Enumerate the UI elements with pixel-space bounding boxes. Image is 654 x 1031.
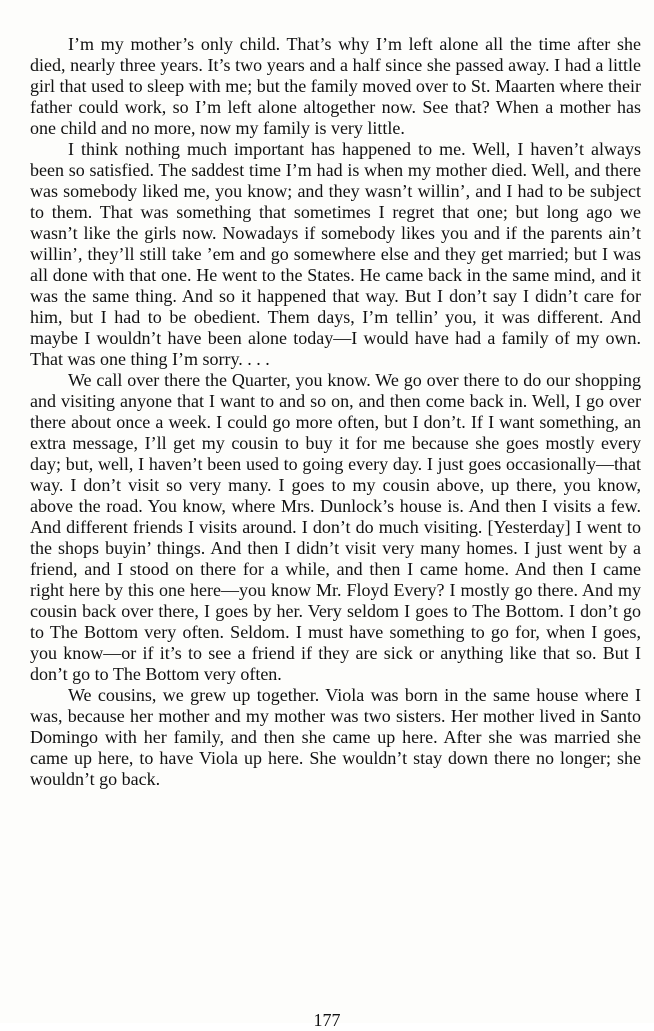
paragraph: I think nothing much important has happened to me. Well, I haven’t always been so satisfied. The saddest time I’m had is when my mother died. Well, and there was somebody liked me, you know; and they wasn’t willin’, and I had to be subject to them. That was something that sometimes I regret that one; but long ago we wasn’t like the girls now. Nowadays if somebody likes you and if the parents ain’t willin’, they’ll still take ’em and go somewhere else and they get married; but I was all done with that one. He went to the States. He came back in the same mind, and it was the same thing. And so it happened that way. But I don’t say I didn’t care for him, but I had to be obedient. Them days, I’m tellin’ you, it was different. And maybe I wouldn’t have been alone today—I would have had a family of my own. That was one thing I’m sorry. . . . [30,139,641,369]
paragraph: I’m my mother’s only child. That’s why I’m left alone all the time after she died, nearly three years. It’s two years and a half since she passed away. I had a little girl that used to sleep with me; but the family moved over to St. Maarten where their father could work, so I’m left alone altogether now. See that? When a mother has one child and no more, now my family is very little. [30,34,641,138]
paragraph: We call over there the Quarter, you know. We go over there to do our shopping and visiting anyone that I want to and so on, and then come back in. Well, I go over there about once a week. I could go more often, but I don’t. If I want something, an extra message, I’ll get my cousin to buy it for me because she goes mostly every day; but, well, I haven’t been used to going every day. I just goes occasionally—that way. I don’t visit so very many. I goes to my cousin above, up there, you know, above the road. You know, where Mrs. Dunlock’s house is. And then I visits a few. And different friends I visits around. I don’t do much visiting. [Yesterday] I went to the shops buyin’ things. And then I didn’t visit very many homes. I just went by a friend, and I stood on there for a while, and then I came home. And then I came right here by this one here—you know Mr. Floyd Every? I mostly go there. And my cousin back over there, I goes by her. Very seldom I goes to The Bottom. I don’t go to The Bottom very often. Seldom. I must have something to go for, when I goes, you know—or if it’s to see a friend if they are sick or anything like that so. But I don’t go to The Bottom very often. [30,370,641,684]
paragraph: We cousins, we grew up together. Viola was born in the same house where I was, because her mother and my mother was two sisters. Her mother lived in Santo Domingo with her family, and then she came up here. After she was married she came up here, to have Viola up here. She wouldn’t stay down there no longer; she wouldn’t go back. [30,685,641,789]
page-number: 177 [313,1010,341,1030]
body-text [30,34,641,790]
